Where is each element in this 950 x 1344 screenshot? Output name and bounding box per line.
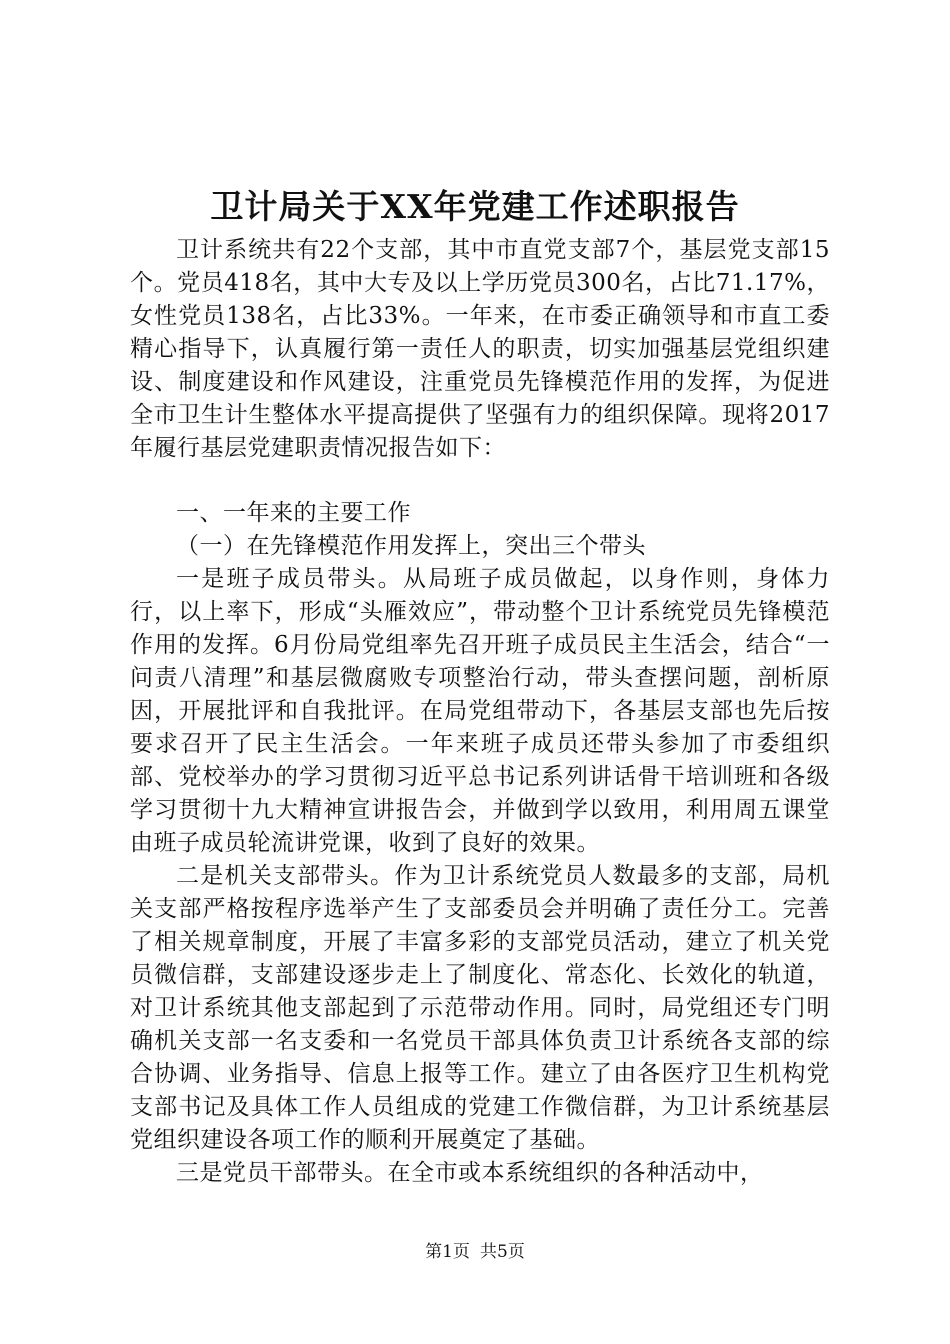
body-paragraph-cadres: 三是党员干部带头。在全市或本系统组织的各种活动中， [176, 1160, 764, 1186]
body-paragraph-branch: 二是机关支部带头。作为卫计系统党员人数最多的支部，局机关支部严格按程序选举产生了支部委员会并明确了责任分工。完善了相关规章制度，开展了丰富多彩的支部党员活动，建立了机关党员微信群，支部建设逐步走上了制度化、常态化、长效化的轨道，对卫计系统其他支部起到了示范带动作用。同时，局党组还专门明确机关支部一名支委和一名党员干部具体负责卫计系统各支部的综合协调、业务指导、信息上报等工作。建立了由各医疗卫生机构党支部书记及具体工作人员组成的党建工作微信群，为卫计系统基层党组织建设各项工作的顺利开展奠定了基础。 [130, 863, 830, 1153]
body-paragraph-leadership: 一是班子成员带头。从局班子成员做起，以身作则，身体力行，以上率下，形成“头雁效应”，带动整个卫计系统党员先锋模范作用的发挥。6月份局党组率先召开班子成员民主生活会，结合“一问责八清理”和基层微腐败专项整治行动，带头查摆问题，剖析原因，开展批评和自我批评。在局党组带动下，各基层支部也先后按要求召开了民主生活会。一年来班子成员还带头参加了市委组织部、党校举办的学习贯彻习近平总书记系列讲话骨干培训班和各级学习贯彻十九大精神宣讲报告会，并做到学以致用，利用周五课堂由班子成员轮流讲党课，收到了良好的效果。 [130, 566, 830, 856]
document-title: 卫计局关于XX年党建工作述职报告 [210, 187, 740, 226]
subsection-heading: （一）在先锋模范作用发挥上，突出三个带头 [176, 533, 646, 559]
section-heading: 一、一年来的主要工作 [176, 500, 411, 526]
page-number: 第1页 [425, 1242, 470, 1262]
page-total: 共5页 [480, 1242, 525, 1262]
page-footer [0, 1241, 950, 1263]
document-body [130, 234, 830, 1190]
intro-paragraph: 卫计系统共有22个支部，其中市直党支部7个，基层党支部15个。党员418名，其中大专及以上学历党员300名，占比71.17%，女性党员138名，占比33%。一年来，在市委正确领导和市直工委精心指导下，认真履行第一责任人的职责，切实加强基层党组织建设、制度建设和作风建设，注重党员先锋模范作用的发挥，为促进全市卫生计生整体水平提高提供了坚强有力的组织保障。现将2017年履行基层党建职责情况报告如下： [130, 237, 830, 461]
